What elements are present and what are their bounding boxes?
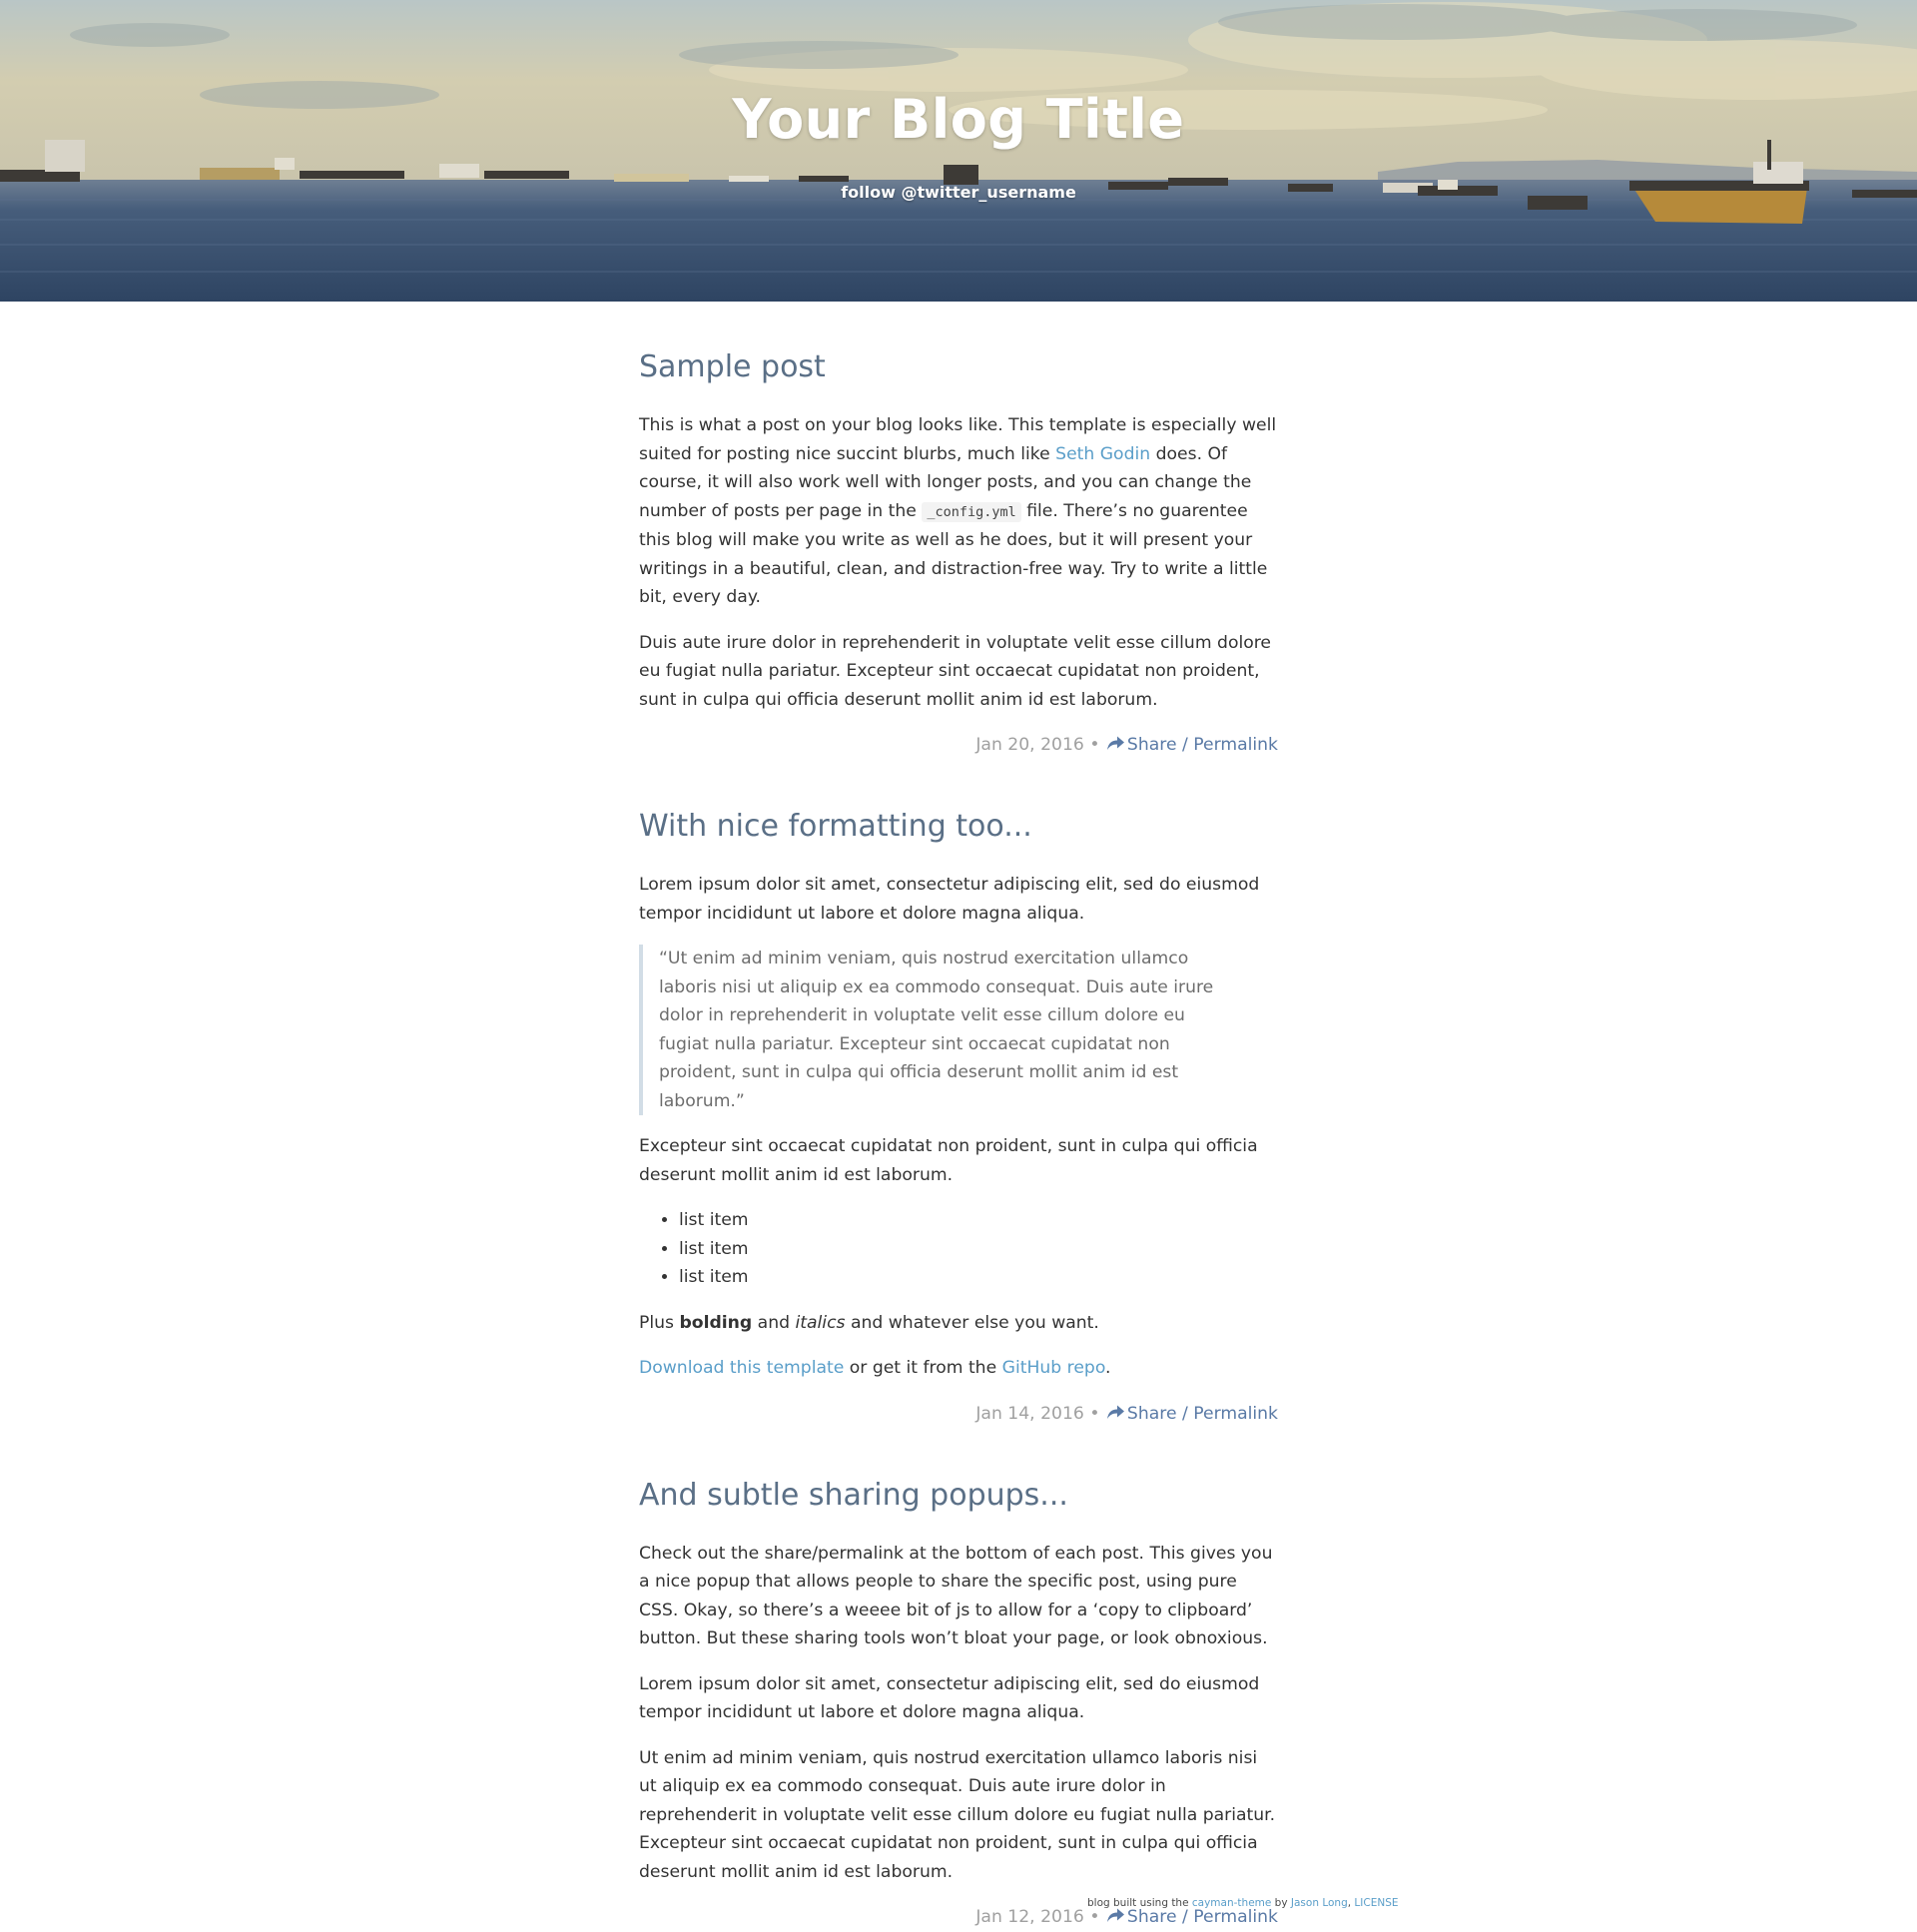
bold-text: bolding bbox=[679, 1312, 753, 1333]
post-title[interactable]: With nice formatting too... bbox=[639, 809, 1032, 844]
post-paragraph bbox=[639, 1309, 1278, 1338]
post-paragraph: Check out the share/permalink at the bottom of each post. This gives you a nice popup that allows people to share the specific post, using pure CSS. Okay, so there’s a weeee bit of js to allow for a ‘copy to clipboard’ button. But these sharing tools won’t bloat your page, or look obnoxious. bbox=[639, 1543, 1273, 1648]
github-repo-link[interactable]: GitHub repo bbox=[1001, 1358, 1106, 1378]
hero-background-image bbox=[0, 0, 1917, 302]
post-date: Jan 20, 2016 bbox=[975, 735, 1084, 755]
post-paragraph: Excepteur sint occaecat cupidatat non proident, sunt in culpa qui officia deserunt mollit anim id est laborum. bbox=[639, 1136, 1258, 1185]
post-meta bbox=[639, 1400, 1278, 1428]
share-permalink-link[interactable] bbox=[1105, 1404, 1278, 1424]
share-label: Share / Permalink bbox=[1126, 1907, 1278, 1927]
post-paragraph bbox=[639, 1354, 1278, 1383]
post-paragraph: Lorem ipsum dolor sit amet, consectetur adipiscing elit, sed do eiusmod tempor incididunt ut labore et dolore magna aliqua. bbox=[639, 875, 1260, 924]
post-text: . bbox=[1105, 1358, 1111, 1378]
share-label: Share / Permalink bbox=[1126, 1403, 1278, 1424]
download-template-link[interactable]: Download this template bbox=[639, 1358, 845, 1378]
hero-header bbox=[0, 0, 1917, 302]
bullet-list bbox=[679, 1206, 1278, 1292]
post-title[interactable]: Sample post bbox=[639, 349, 826, 384]
twitter-follow-link[interactable]: follow @twitter_username bbox=[841, 183, 1076, 202]
post-date: Jan 12, 2016 bbox=[975, 1907, 1084, 1927]
post-paragraph: Ut enim ad minim veniam, quis nostrud exercitation ullamco laboris nisi ut aliquip ex ea commodo consequat. Duis aute irure dolor in reprehenderit in voluptate velit esse cillum dolore eu fugiat nulla pariatur. Excepteur sint occaecat cupidatat non proident, sunt in culpa qui officia deserunt mollit anim id est laborum. bbox=[639, 1747, 1276, 1882]
post bbox=[639, 347, 1278, 759]
list-item: • list item bbox=[679, 1235, 1278, 1264]
post-text: This is what a post on your blog looks like. This template is especially well suited for posting nice succint blurbs, much like bbox=[639, 415, 1277, 464]
post-title[interactable]: And subtle sharing popups... bbox=[639, 1477, 1068, 1513]
post-text: Plus bbox=[639, 1312, 680, 1333]
post-meta bbox=[639, 731, 1278, 759]
list-item: • list item bbox=[679, 1263, 1278, 1292]
post-text: does. Of course, it will also work well with longer posts, and you can change the number of posts per page in the bbox=[639, 443, 1252, 521]
blog-title[interactable]: Your Blog Title bbox=[732, 88, 1185, 151]
footer-text: blog built using the bbox=[1087, 1897, 1192, 1909]
share-arrow-icon bbox=[1105, 1404, 1125, 1420]
meta-separator: • bbox=[1089, 1403, 1100, 1424]
meta-separator: • bbox=[1089, 1907, 1100, 1927]
config-code: _config.yml bbox=[922, 502, 1020, 522]
jason-long-link[interactable]: Jason Long bbox=[1290, 1897, 1348, 1909]
site-footer bbox=[1087, 1897, 1399, 1909]
post-paragraph bbox=[639, 411, 1278, 612]
blockquote: “Ut enim ad minim veniam, quis nostrud exercitation ullamco laboris nisi ut aliquip ex ea commodo consequat. Duis aute irure dolor in reprehenderit in voluptate velit esse cillum dolore eu fugiat nulla pariatur. Excepteur sint occaecat cupidatat non proident, sunt in culpa qui officia deserunt mollit anim id est laborum.” bbox=[639, 945, 1278, 1115]
share-label: Share / Permalink bbox=[1126, 735, 1278, 755]
post-date: Jan 14, 2016 bbox=[975, 1403, 1084, 1424]
seth-godin-link[interactable]: Seth Godin bbox=[1055, 443, 1151, 464]
post-text: and whatever else you want. bbox=[845, 1312, 1099, 1333]
share-permalink-link[interactable] bbox=[1105, 1907, 1278, 1927]
share-arrow-icon bbox=[1105, 1907, 1125, 1923]
italic-text: italics bbox=[795, 1312, 846, 1333]
cayman-theme-link[interactable]: cayman-theme bbox=[1191, 1897, 1272, 1909]
post-paragraph: Duis aute irure dolor in reprehenderit in voluptate velit esse cillum dolore eu fugiat nulla pariatur. Excepteur sint occaecat cupidatat non proident, sunt in culpa qui officia deserunt mollit anim id est laborum. bbox=[639, 632, 1272, 710]
meta-separator: • bbox=[1089, 735, 1100, 755]
share-permalink-link[interactable] bbox=[1105, 735, 1278, 755]
share-arrow-icon bbox=[1105, 735, 1125, 751]
post-text: or get it from the bbox=[844, 1358, 1002, 1378]
post-text: file. There’s no guarentee this blog will make you write as well as he does, but it will present your writings in a beautiful, clean, and distraction-free way. Try to write a little bit, every day. bbox=[639, 500, 1268, 607]
footer-text: by bbox=[1271, 1897, 1291, 1909]
post-list bbox=[639, 302, 1278, 1931]
list-item: • list item bbox=[679, 1206, 1278, 1235]
post bbox=[639, 1476, 1278, 1932]
license-link[interactable]: LICENSE bbox=[1354, 1897, 1399, 1909]
footer-text: , bbox=[1347, 1897, 1355, 1909]
post-paragraph: Lorem ipsum dolor sit amet, consectetur adipiscing elit, sed do eiusmod tempor incididunt ut labore et dolore magna aliqua. bbox=[639, 1673, 1260, 1722]
post-text: and bbox=[752, 1312, 796, 1333]
post bbox=[639, 807, 1278, 1428]
